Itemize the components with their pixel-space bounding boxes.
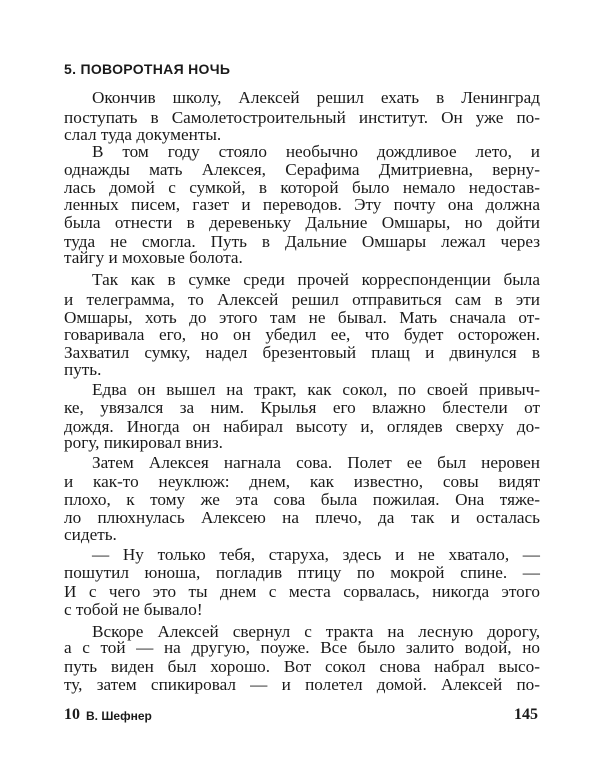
text-line: путь. (64, 360, 102, 379)
text-line: и как-то неуклюж: днем, как известно, совы видят (64, 472, 540, 491)
text-line: Так как в сумке среди прочей корреспонденции была (92, 270, 540, 289)
text-line: поступать в Самолетостроительный институт. Он уже по- (64, 108, 540, 127)
text-line: ту, затем спикировал — и полетел домой. Алексей по- (64, 675, 540, 694)
text-line: туда не смогла. Путь в Дальние Омшары лежал через (64, 232, 540, 251)
text-line: ленных писем, газет и переводов. Эту почту она должна (64, 195, 540, 214)
text-line: Едва он вышел на тракт, как сокол, по своей привыч- (92, 380, 540, 399)
text-line: В том году стояло необычно дождливое лето, и (92, 142, 540, 161)
text-line: — Ну только тебя, старуха, здесь и не хватало, — (92, 545, 540, 564)
text-line: пошутил юноша, погладив птицу по мокрой спине. — (64, 563, 540, 582)
text-line: тайгу и моховые болота. (64, 248, 243, 267)
text-line: путь виден был хорошо. Вот сокол снова набрал высо- (64, 657, 540, 676)
text-line: с тобой не бывало! (64, 600, 203, 619)
text-line: говаривала его, но он убедил ее, что будет осторожен. (64, 325, 540, 344)
page-number: 145 (514, 706, 538, 723)
chapter-title: 5. ПОВОРОТНАЯ НОЧЬ (64, 61, 231, 77)
text-line: слал туда документы. (64, 125, 222, 144)
text-line: дождя. Иногда он набирал высоту и, оглядев сверху до- (64, 417, 540, 436)
text-line: ке, увязался за ним. Крылья его влажно блестели от (64, 398, 540, 417)
text-line: Омшары, хоть до этого там не бывал. Мать сначала от- (64, 308, 540, 327)
text-line: сидеть. (64, 525, 117, 544)
text-line: Захватил сумку, надел брезентовый плащ и двинулся в (64, 343, 540, 362)
text-line: а с той — на другую, поуже. Все было залито водой, но (64, 638, 540, 657)
text-line: однажды мать Алексея, Серафима Дмитриевна, верну- (64, 160, 540, 179)
signature-author: В. Шефнер (86, 709, 152, 723)
signature-number: 10 (64, 706, 80, 723)
text-line: рогу, пикировал вниз. (64, 433, 223, 452)
text-line: и телеграмма, то Алексей решил отправиться сам в эти (64, 290, 540, 309)
text-line: Окончив школу, Алексей решил ехать в Ленинград (92, 88, 540, 107)
text-line: И с чего это ты днем с места сорвалась, никогда этого (64, 582, 540, 601)
text-line: ло плюхнулась Алексею на плечо, да так и осталась (64, 508, 540, 527)
text-line: плохо, к тому же эта сова была пожилая. Она тяже- (64, 490, 540, 509)
text-line: была отнести в деревеньку Дальние Омшары, но дойти (64, 213, 540, 232)
text-line: Затем Алексея нагнала сова. Полет ее был неровен (92, 453, 540, 472)
text-line: лась домой с сумкой, в которой было немало недостав- (64, 178, 540, 197)
text-line: Вскоре Алексей свернул с тракта на лесную дорогу, (92, 622, 540, 641)
